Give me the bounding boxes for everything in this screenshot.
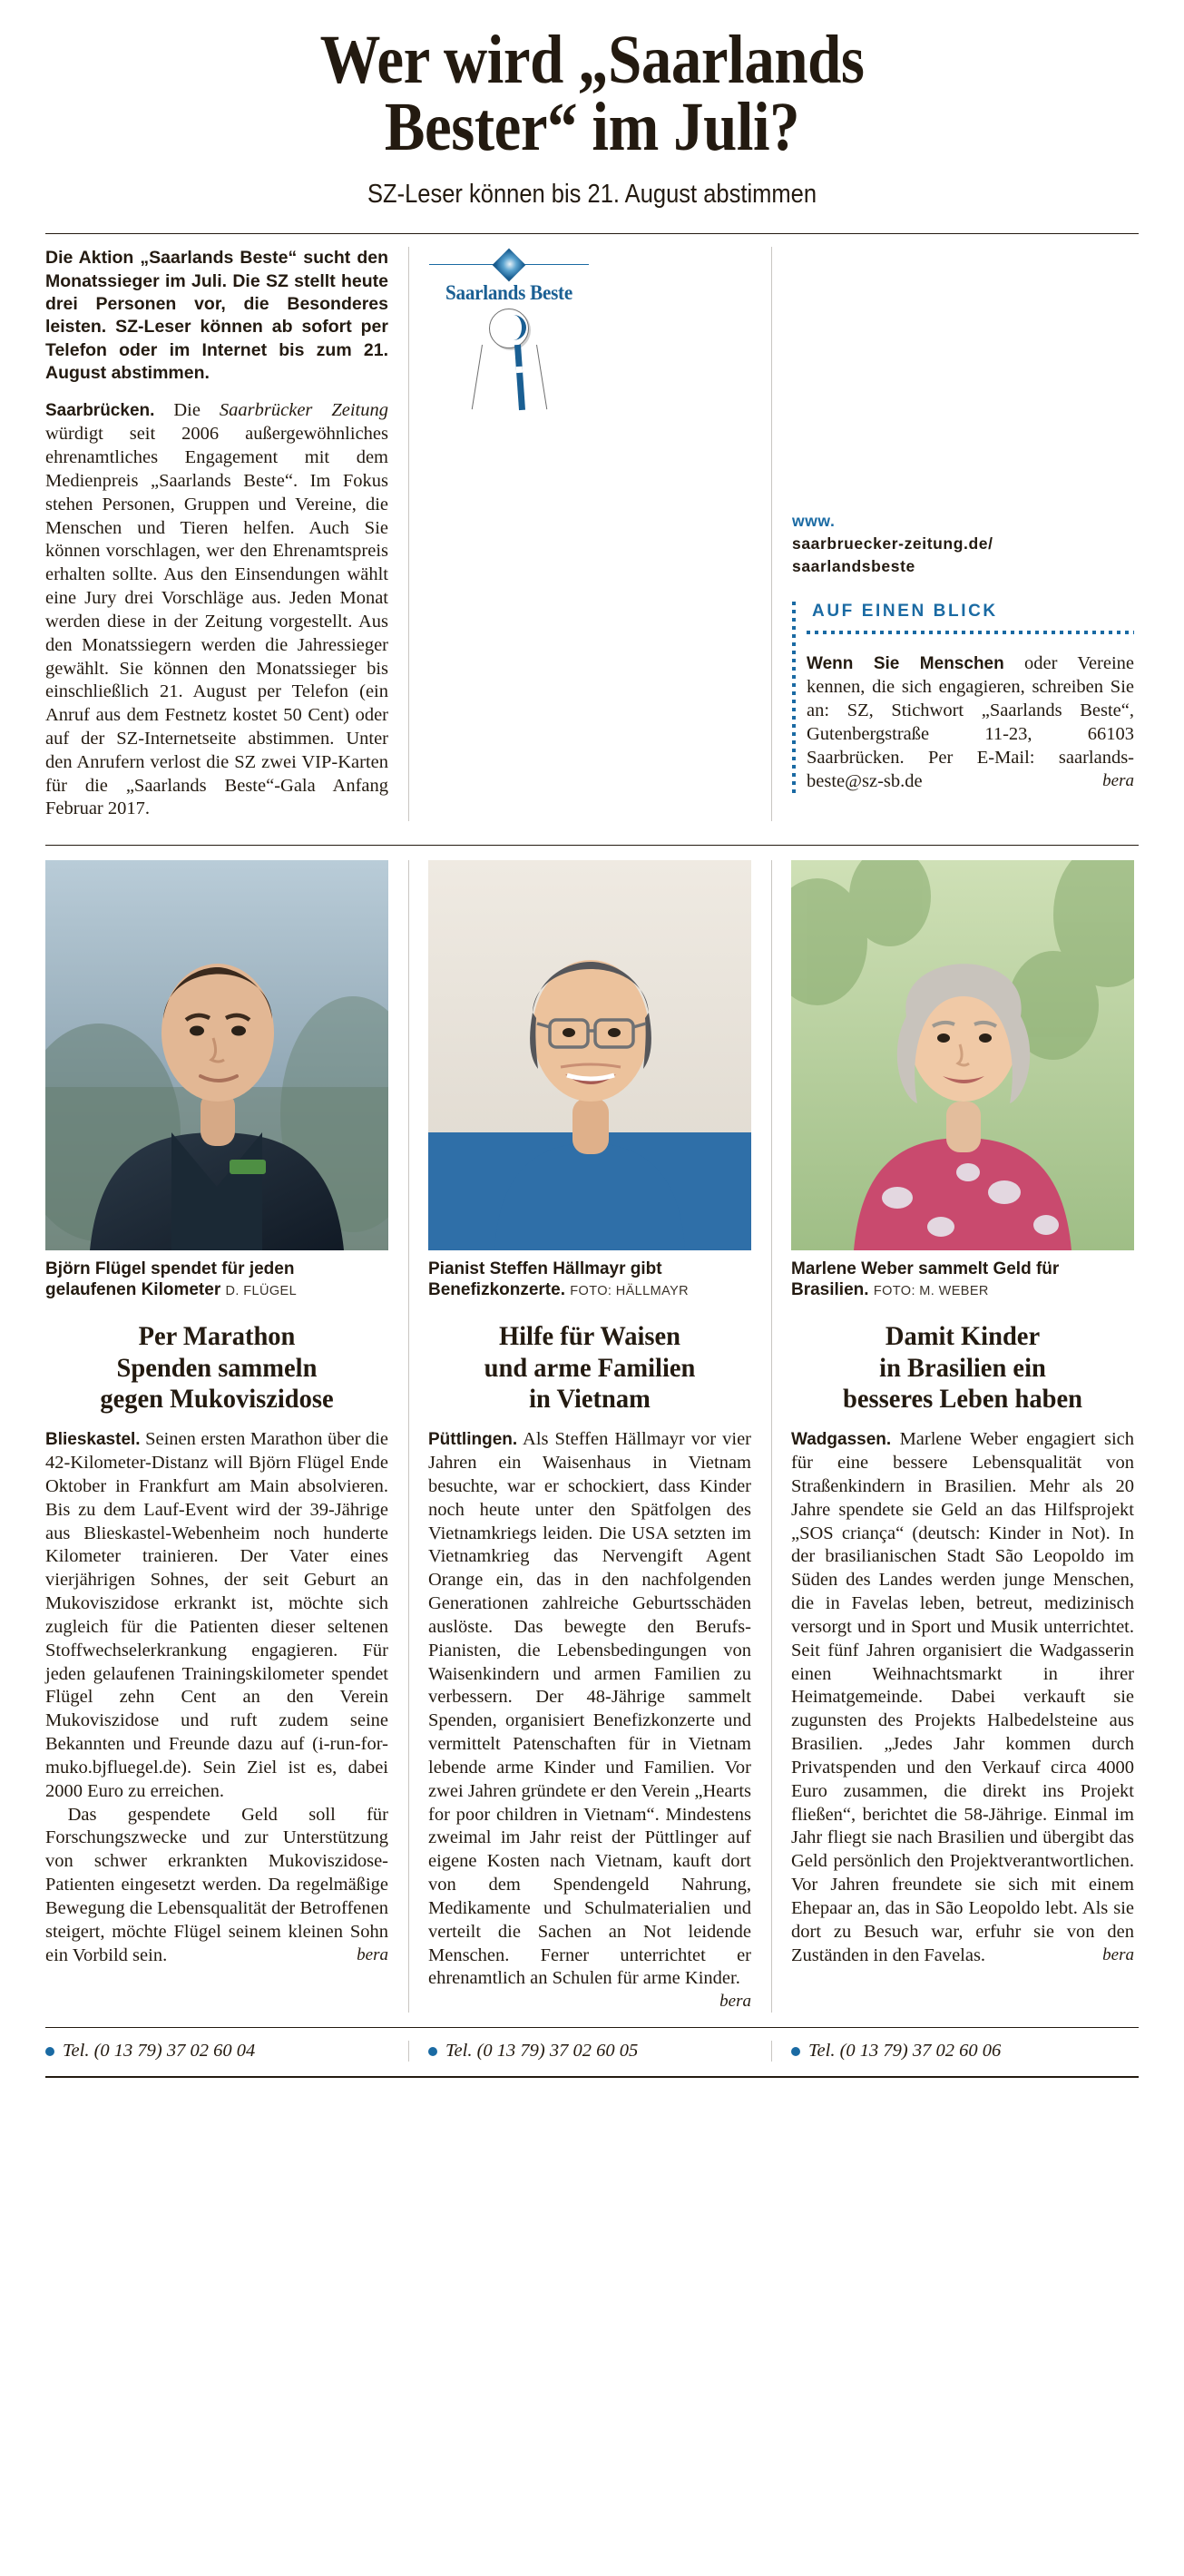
figure-body-right-icon [536,345,547,409]
story-3-dateline: Wadgassen. [791,1430,892,1450]
story-photo-3 [791,860,1134,1250]
story-column-2 [408,860,771,2013]
photo-caption-3 [791,1259,1134,1301]
www-prefix[interactable]: www. [792,512,836,531]
telephone-1-text: Tel. (0 13 79) 37 02 60 04 [63,2041,256,2062]
bullet-icon-2 [428,2047,437,2056]
caption-text-3: Marlene Weber sammelt Geld für Brasilien. [791,1259,1060,1300]
info-box [792,602,1134,793]
story-1-paragraph-2 [45,1804,388,1968]
telephone-cell-2 [408,2041,771,2062]
figure-body-left-icon [472,345,483,409]
telephone-cell-3 [771,2041,1134,2062]
photo-caption-2 [428,1259,751,1301]
column-3-flow-spacer [792,247,1134,492]
story-row [45,845,1139,2013]
dateline: Saarbrücken. [45,401,155,421]
story-1-text-2: Das gespendete Geld soll für Forschungszwecke und zur Unterstützung von schwer erkrankten Mukoviszidose-Patienten eingesetzt werden. Da regelmäßige Bewegung die Lebensqualität der Betroffenen steigert, möchte Flügel seinem kleinen Sohn ein Vorbild sein. [45,1804,388,1965]
story-photo-2 [428,860,751,1250]
story-headline-1-line-3: gegen Mukoviszidose [100,1384,334,1415]
story-2-author: bera [719,1992,751,2012]
trophy-figure-icon [429,309,589,410]
info-box-body [807,652,1134,793]
info-box-left-border [792,602,796,793]
caption-text-1: Björn Flügel spendet für jeden gelaufenen Kilometer [45,1259,295,1300]
info-box-title: AUF EINEN BLICK [812,601,998,621]
telephone-1[interactable] [45,2041,388,2062]
story-1-dateline: Blieskastel. [45,1430,141,1450]
intro-column-2 [408,247,771,821]
story-2-text-1: Als Steffen Hällmayr vor vier Jahren ein Waisenhaus in Vietnam besuchte, war er schockiert, dass Kinder noch heute unter den Spätfolgen des Vietnamkriegs leiden. Die USA setzten im Vietnamkrieg das Nervengift Agent Orange ein, das in den nachfolgenden Generationen zahlreiche Geburtsschäden auslöste. Das bewegte den Berufs-Pianisten, die Lebensbedingungen von Waisenkindern und armen Familien zu verbessern. Der 48-Jährige sammelt Spenden, organisiert Benefizkonzerte und vermittelt Patenschaften für in Vietnam lebende arme Kinder und Familien. Vor zwei Jahren gründete er den Verein „Hearts for poor children in Vietnam“. Mindestens zweimal im Jahr reist der Püttlinger auf eigene Kosten nach Vietnam, kauft dort von dem Spendengeld Nahrung, Medikamente und Schulmaterialien und verteilt die Sachen an Not leidende Menschen. Ferner unterrichtet er ehrenamtlich an Schulen für arme Kinder. [428,1429,751,1989]
story-1-text-1: Seinen ersten Marathon über die 42-Kilometer-Distanz will Björn Flügel Ende Oktober in Frankfurt am Main absolvieren. Bis zu dem Lauf-Event wird der 39-Jährige aus Blieskastel-Webenheim noch hunderte Kilometer trainieren. Der Vater eines vierjährigen Sohnes, der seit Geburt an Mukoviszidose erkrankt ist, möchte sich zugleich für die Patienten dieser seltenen Stoffwechselerkrankung engagieren. Für jeden gelaufenen Trainingskilometer spendet Flügel zehn Cent an den Verein Mukoviszidose und ruft zudem seine Bekannten und Freunde dazu auf (i-run-for-muko.bjfluegel.de). Sein Ziel ist es, dabei 2000 Euro zu erreichen. [45,1429,388,1801]
story-headline-3-line-1: Damit Kinder [885,1320,1041,1351]
intro-column-3 [771,247,1134,821]
photo-credit-1: D. FLÜGEL [225,1284,298,1299]
photo-credit-2: FOTO: HÄLLMAYR [570,1284,690,1299]
story-column-3 [771,860,1134,2013]
info-box-bold-open: Wenn Sie Menschen [807,654,1004,674]
photo-credit-3: FOTO: M. WEBER [873,1284,989,1299]
story-headline-2-line-3: in Vietnam [529,1384,651,1415]
headline-line-1: Wer wird „Saarlands [319,22,865,98]
headline-line-2: Bester“ im Juli? [384,88,800,165]
intro-body-part-1 [45,399,388,821]
story-headline-3-line-3: besseres Leben haben [843,1384,1082,1415]
telephone-footer [45,2027,1139,2062]
story-1-author: bera [357,1944,388,1964]
bullet-icon-1 [45,2047,54,2056]
story-3-paragraph-1 [791,1428,1134,1967]
lead-paragraph: Die Aktion „Saarlands Beste“ sucht den Monatssieger im Juli. Die SZ stellt heute drei Personen vor, die Besonderes leisten. SZ-Leser können ab sofort per Telefon oder im Internet bis zum 21. August abstimmen. [45,248,388,384]
website-path[interactable]: saarlandsbeste [792,557,915,576]
story-headline-1-line-2: Spenden sammeln [116,1352,318,1383]
story-headline-2-line-2: und arme Familien [484,1352,696,1383]
story-column-1 [45,860,408,2013]
story-2-paragraph-1 [428,1428,751,2012]
column-divider-2 [771,860,772,2013]
logo-wordmark: Saarlands Beste [445,281,572,305]
info-box-dotted-rule [807,631,1134,634]
saarlands-beste-logo [429,252,589,410]
subheadline: SZ-Leser können bis 21. August abstimmen [367,180,817,210]
telephone-2[interactable] [428,2041,751,2062]
story-3-text-1: Marlene Weber engagiert sich für eine bessere Lebensqualität von Straßenkindern in Brasilien. Mehr als 20 Jahre spendete sie Geld an das Hilfsprojekt „SOS criança“ (deutsch: Kinder in Not). In der brasilianischen Stadt São Leopoldo im Süden des Landes werden junge Menschen, die in Favelas leben, betreut, medizinisch versorgt und in Sport und Musik unterrichtet. Seit fünf Jahren organisiert die Wadgasserin einen Weihnachtsmarkt in ihrer Heimatgemeinde. Dabei verkauft sie zugunsten des Projekts Halbedelsteine aus Brasilien. „Jedes Jahr kommen durch Privatspenden und den Verkauf circa 4000 Euro zusammen, die direkt ins Projekt fließen“, berichtet die 58-Jährige. Einmal im Jahr fliegt sie nach Brasilien und übergibt das Geld persönlich den Projektverantwortlichen. Vor Jahren freundete sie sich mit einem Ehepaar an, das in São Leopoldo lebt. Als sie dort zu Besuch war, erfuhr sie von den Zuständen in den Favelas. [791,1429,1134,1965]
telephone-3-text: Tel. (0 13 79) 37 02 60 06 [808,2041,1002,2062]
website-domain[interactable]: saarbruecker-zeitung.de/ [792,534,993,553]
logo-divider [429,252,589,278]
intro-text-b: würdigt seit 2006 außergewöhnliches ehrenamtliches Engagement mit dem Medienpreis „Saarlands Beste“. Im Fokus stehen Personen, Gruppen und Vereine, die Menschen und Tieren helfen. Auch Sie können vorschlagen, wer den Ehrenamtspreis erhalten sollte. Aus den Einsendungen wählt eine Jury drei Vorschläge aus. Jeden Monat werden diese in der Zeitung vorgestellt. Aus den Monatssiegern werden die Jahressieger gewählt. Sie können den Monatssieger bis einschließlich 21. August per Telefon (ein Anruf aus dem Festnetz kostet 50 Cent) oder auf der SZ-Internetseite abstimmen. Unter den Anrufern verlost die SZ zwei VIP-Karten für die „Saarlands Beste“-Gala Anfang Februar 2017. [45,424,388,819]
page-bottom-rule [45,2076,1139,2078]
masthead [45,0,1139,234]
story-headline-3-line-2: in Brasilien ein [879,1352,1046,1383]
intro-text-a: Die [154,400,220,421]
story-headline-1-line-1: Per Marathon [138,1320,296,1351]
page-title [111,22,1072,165]
story-headline-2-line-1: Hilfe für Waisen [498,1320,681,1351]
figure-stripe-icon [514,345,525,410]
footer-divider-2 [771,2041,772,2062]
story-headline-2 [436,1321,743,1415]
footer-divider-1 [408,2041,409,2062]
diamond-icon [493,249,526,282]
info-box-text: oder Vereine kennen, die sich engagieren, schreiben Sie an: SZ, Stichwort „Saarlands Beste“, Gutenbergstraße 11-23, 66103 Saarbrücken. Per E-Mail: saarlands-beste@sz-sb.de [807,653,1135,791]
story-headline-1 [54,1321,379,1415]
info-box-author: bera [1102,770,1134,790]
website-block [792,510,1134,578]
story-1-paragraph-1 [45,1428,388,1803]
photo-caption-1 [45,1259,388,1301]
story-2-dateline: Püttlingen. [428,1430,518,1450]
bullet-icon-3 [791,2047,800,2056]
story-photo-1 [45,860,388,1250]
intro-columns [45,247,1139,821]
paper-name: Saarbrücker Zeitung [219,400,388,421]
telephone-3[interactable] [791,2041,1134,2062]
intro-column-1 [45,247,408,821]
telephone-cell-1 [45,2041,408,2062]
column-divider-1 [408,860,409,2013]
story-3-author: bera [1102,1944,1134,1964]
story-headline-3 [799,1321,1125,1415]
caption-text-2: Pianist Steffen Hällmayr gibt Benefizkonzerte. [428,1259,662,1300]
telephone-2-text: Tel. (0 13 79) 37 02 60 05 [445,2041,639,2062]
header-divider [45,233,1139,234]
